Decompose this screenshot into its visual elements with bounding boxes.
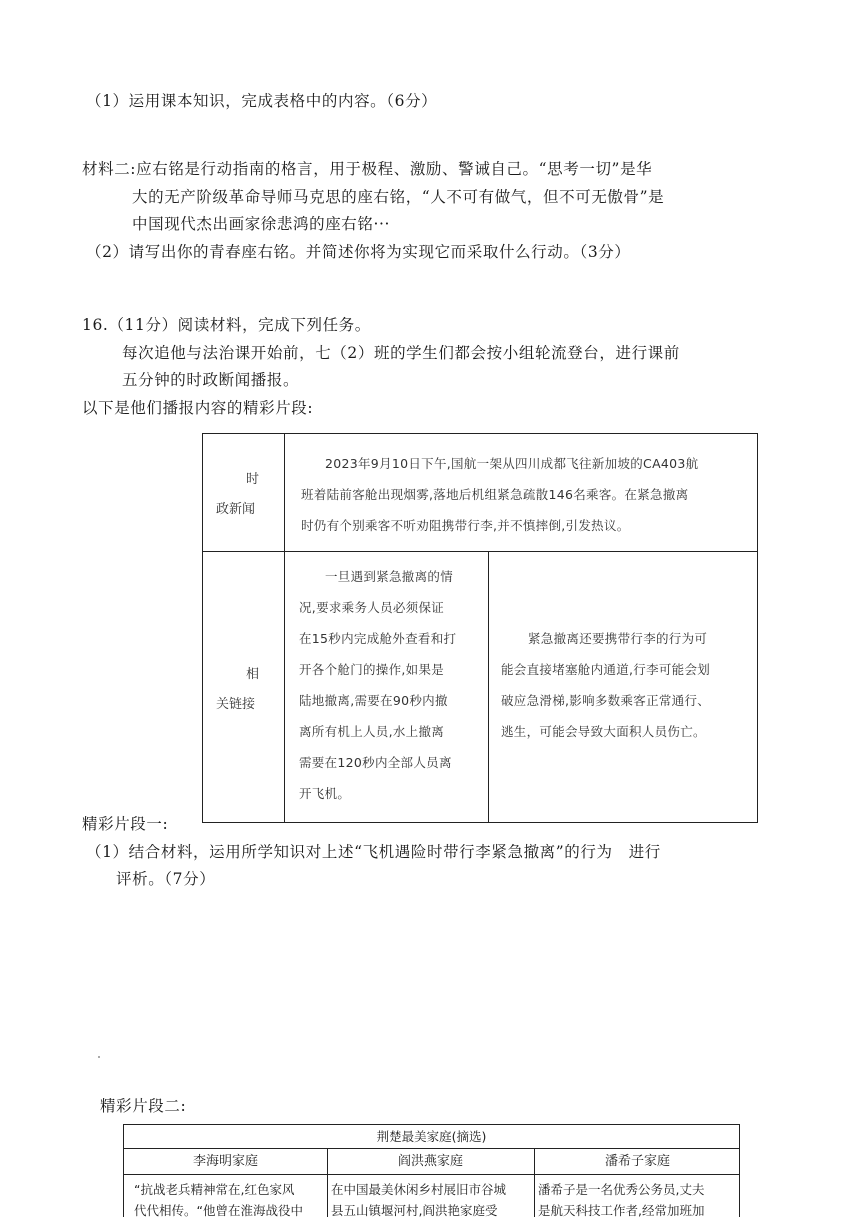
link-left-line7: 需要在120秒内全部人员离 (299, 755, 452, 770)
yan-hongyan-line2: 县五山镇堰河村,阎洪艳家庭受 (331, 1203, 498, 1217)
link-left-line1: 一旦遇到紧急撤离的情 (325, 569, 454, 584)
material2-line3: 中国现代杰出画家徐悲鸿的座右铭··· (132, 215, 391, 233)
q16-intro-line1: 每次追他与法治课开始前，七（2）班的学生们都会按小组轮流登台，进行课前 (122, 344, 680, 362)
q16-title: 16.（11分）阅读材料，完成下列任务。 (82, 316, 371, 334)
stray-dot (98, 1056, 100, 1058)
pan-xizi-body (538, 1179, 704, 1217)
header-pan-xizi: 潘希子家庭 (604, 1154, 670, 1169)
link-label-cell (203, 552, 285, 822)
material2-line1: 材料二:应右铭是行动指南的格言，用于极程、激励、警诫自己。“思考一切”是华 (82, 160, 653, 178)
q15-part1-prompt: （1）运用课本知识，完成表格中的内容。（6分） (86, 92, 438, 110)
family-table-header (124, 1149, 739, 1175)
yan-hongyan-line1: 在中国最美休闲乡村展旧市谷城 (331, 1182, 507, 1197)
news-table (202, 433, 758, 823)
news-label-cell (203, 434, 285, 551)
q16-intro-line3: 以下是他们播报内容的精彩片段: (82, 399, 314, 417)
segment2-label: 精彩片段二: (100, 1097, 187, 1115)
header-yan-hongyan: 阎洪燕家庭 (397, 1154, 463, 1169)
news-label-line1: 时 (246, 472, 260, 487)
pan-xizi-line2: 是航天科技工作者,经常加班加 (538, 1203, 705, 1217)
link-left-line6: 离所有机上人员,水上撤离 (299, 724, 445, 739)
li-haiming-line1: “抗战老兵精神常在,红色家风 (134, 1182, 295, 1197)
column-divider-1 (327, 1149, 328, 1217)
news-row (203, 434, 757, 552)
column-divider-2 (534, 1149, 535, 1217)
news-line2: 班着陆前客舱出现烟雾,落地后机组紧急疏散146名乘客。在紧急撤离 (301, 487, 689, 502)
link-right-line3: 破应急滑梯,影响多数乘客正常通行、 (501, 693, 711, 708)
q16-part1-line2: 评析。（7分） (116, 870, 216, 888)
related-link-row (203, 552, 757, 822)
li-haiming-line2: 代代相传。“他曾在淮海战役中 (134, 1203, 303, 1217)
link-right-line1: 紧急撤离还要携带行李的行为可 (528, 631, 708, 646)
family-table (123, 1124, 740, 1217)
link-left-line8: 开飞机。 (299, 786, 351, 801)
link-right-line2: 能会直接堵塞舱内通道,行李可能会划 (501, 662, 711, 677)
link-left-line5: 陆地撤离,需要在90秒内撤 (299, 693, 448, 708)
news-line3: 时仍有个别乘客不听劝阻携带行李,并不慎摔倒,引发热议。 (301, 518, 630, 533)
pan-xizi-line1: 潘希子是一名优秀公务员,丈夫 (538, 1182, 705, 1197)
link-right-line4: 逃生，可能会导致大面积人员伤亡。 (501, 724, 706, 739)
material2-line2: 大的无产阶级革命导师马克思的座右铭，“人不可有做气，但不可无傲骨”是 (132, 188, 665, 206)
link-left-line4: 开各个舱门的操作,如果是 (299, 662, 445, 677)
q15-part2-prompt: （2）请写出你的青春座右铭。并简述你将为实现它而采取什么行动。（3分） (86, 243, 631, 261)
li-haiming-body (134, 1179, 303, 1217)
link-column-divider (488, 552, 489, 822)
header-li-haiming: 李海明家庭 (192, 1154, 258, 1169)
news-line1: 2023年9月10日下午,国航一架从四川成都飞往新加坡的CA403航 (325, 456, 699, 471)
family-table-title: 荆楚最美家庭(摘选) (124, 1125, 739, 1149)
link-label-line2: 关链接 (216, 697, 256, 712)
segment1-label: 精彩片段一: (82, 815, 169, 833)
q16-intro-line2: 五分钟的时政断闻播报。 (122, 371, 300, 389)
news-label-line2: 政新闻 (216, 502, 256, 517)
q16-part1-line1: （1）结合材料，运用所学知识对上述“飞机遇险时带行李紧急撤离”的行为 进行 (86, 843, 661, 861)
yan-hongyan-body (331, 1179, 506, 1217)
link-left-line2: 况,要求乘务人员必须保证 (299, 600, 445, 615)
link-left-line3: 在15秒内完成舱外查看和打 (299, 631, 457, 646)
link-label-line1: 相 (246, 667, 260, 682)
